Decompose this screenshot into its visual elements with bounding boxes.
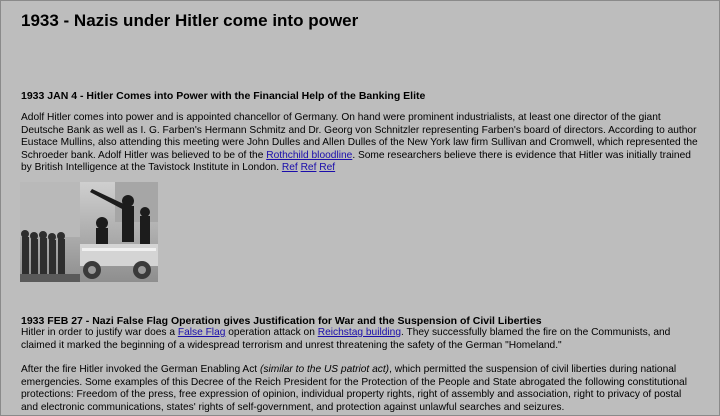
paragraph-text: , which permitted the suspension of civil liberties during national emergencies. Some examples of this Decree of the Reich President for the Protection of the People and State abrogated the following constitutional protections: Freedom of the press, free expression of opinion, individual property rights, right of assembly and association, right to privacy of postal and electronic communications, states' rights of self-government, and protection against unlawful searches and seizures. <box>21 364 687 413</box>
paragraph-italic-note: (similar to the US patriot act) <box>259 364 390 375</box>
rothchild-bloodline-link[interactable]: Rothchild bloodline <box>266 149 353 161</box>
page-title: 1933 - Nazis under Hitler come into power <box>21 11 359 30</box>
paragraph-text: . Some researchers believe there is evidence that Hitler was initially trained by British Intelligence at the Tavistock Institute in London. <box>21 149 691 173</box>
paragraph-text: operation attack on <box>225 327 318 338</box>
false-flag-link[interactable]: False Flag <box>177 327 226 338</box>
ref-link-1[interactable]: Ref <box>281 162 298 173</box>
paragraph-text: Hitler in order to justify war does a <box>21 327 178 338</box>
paragraph-enabling-act <box>21 364 701 414</box>
paragraph-false-flag <box>21 327 701 352</box>
paragraph-jan-4 <box>21 112 701 175</box>
reichstag-building-link[interactable]: Reichstag building <box>317 327 401 338</box>
paragraph-text: After the fire Hitler invoked the German Enabling Act <box>21 364 260 375</box>
section-heading-jan-4: 1933 JAN 4 - Hitler Comes into Power with the Financial Help of the Banking Elite <box>21 90 426 102</box>
ref-link-3[interactable]: Ref <box>319 162 336 173</box>
section-heading-feb-27: 1933 FEB 27 - Nazi False Flag Operation gives Justification for War and the Suspension of Civil Liberties <box>21 315 542 327</box>
hitler-salute-photo <box>20 182 158 282</box>
ref-link-2[interactable]: Ref <box>300 162 317 173</box>
paragraph-text: . They successfully blamed the fire on the Communists, and claimed it marked the beginning of a widespread terrorism and unrest threatening the safety of the German "Homeland." <box>21 327 671 351</box>
paragraph-text: Adolf Hitler comes into power and is appointed chancellor of Germany. On hand were prominent industrialists, at least one director of the giant Deutsche Bank as well as I. G. Farben's Hermann Schmitz and Dr. Georg von Schnitzler representing Farben's board of directors. According to author Eustace Mullins, also attending this meeting were John Dulles and Allen Dulles of the New York law firm Sullivan and Cromwell, which represented the Schroeder bank. Adolf Hitler was believed to be of the <box>21 112 698 161</box>
